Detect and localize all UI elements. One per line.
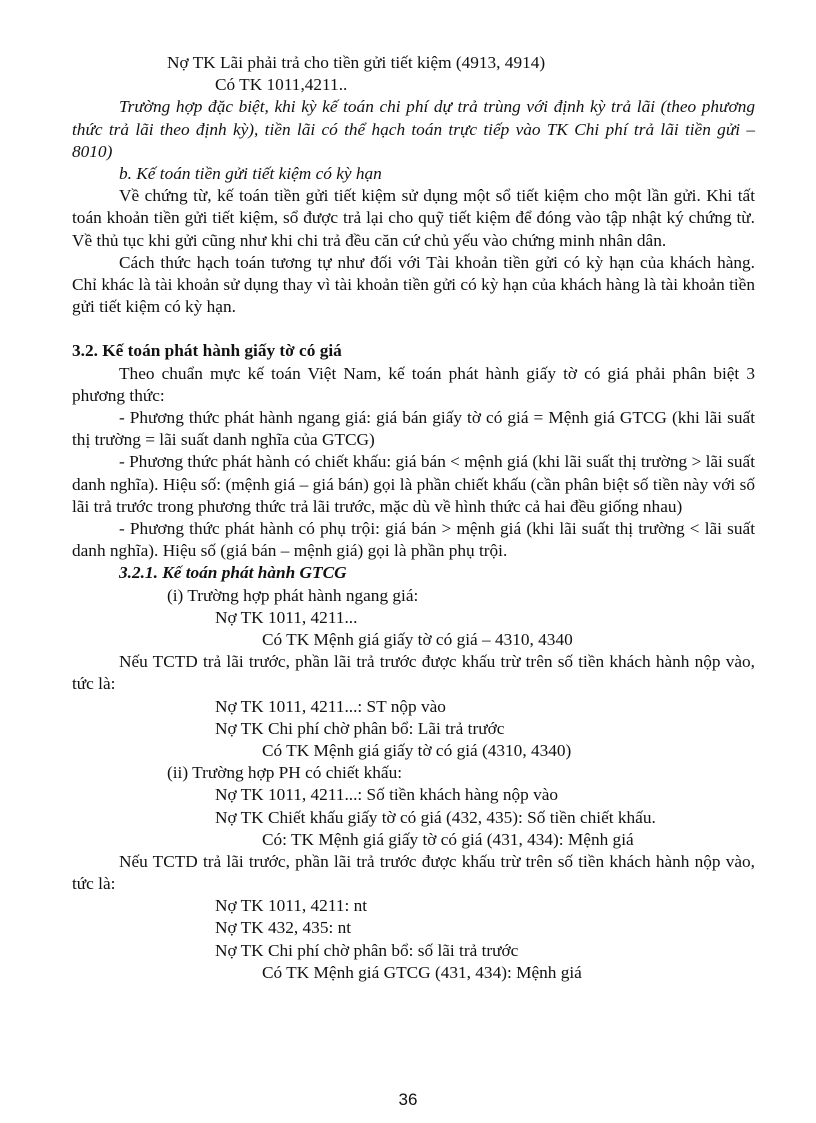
list-item: - Phương thức phát hành có phụ trội: giá bán > mệnh giá (khi lãi suất thị trường < lãi suất danh nghĩa). Hiệu số (giá bán – mệnh giá) gọi là phần phụ trội. bbox=[72, 519, 755, 561]
journal-debit-line: Nợ TK 1011, 4211... bbox=[215, 607, 358, 627]
document-page bbox=[72, 52, 755, 984]
journal-debit-line: Nợ TK Lãi phải trả cho tiền gửi tiết kiệm (4913, 4914) bbox=[167, 53, 546, 72]
special-case-note: Trường hợp đặc biệt, khi kỳ kế toán chi phí dự trả trùng với định kỳ trả lãi (theo phương thức trả lãi theo định kỳ), tiền lãi có thể hạch toán trực tiếp vào TK Chi phí trả lãi tiền gửi – 8010) bbox=[72, 97, 755, 161]
paragraph: Nếu TCTD trả lãi trước, phần lãi trả trước được khấu trừ trên số tiền khách hành nộp vào, tức là: bbox=[72, 851, 755, 894]
journal-credit-line: Có TK Mệnh giá giấy tờ có giá – 4310, 4340 bbox=[262, 629, 573, 649]
paragraph: Cách thức hạch toán tương tự như đối với Tài khoản tiền gửi có kỳ hạn của khách hàng. Chỉ khác là tài khoản sử dụng thay vì tài khoản tiền gửi có kỳ hạn của khách hàng là tài khoản tiền gửi tiết kiệm có kỳ hạn. bbox=[72, 252, 755, 317]
journal-credit-line: Có TK Mệnh giá GTCG (431, 434): Mệnh giá bbox=[262, 962, 582, 982]
subsection-heading: 3.2.1. Kế toán phát hành GTCG bbox=[119, 563, 347, 583]
case-heading: (ii) Trường hợp PH có chiết khấu: bbox=[167, 763, 403, 783]
journal-debit-line: Nợ TK 432, 435: nt bbox=[215, 918, 352, 938]
journal-credit-line: Có TK Mệnh giá giấy tờ có giá (4310, 4340) bbox=[262, 740, 572, 760]
list-item: - Phương thức phát hành ngang giá: giá bán giấy tờ có giá = Mệnh giá GTCG (khi lãi suất thị trường = lãi suất danh nghĩa của GTCG) bbox=[72, 407, 755, 450]
page-number: 36 bbox=[398, 1090, 418, 1109]
journal-credit-line: Có TK 1011,4211.. bbox=[215, 75, 348, 95]
list-item: - Phương thức phát hành có chiết khấu: giá bán < mệnh giá (khi lãi suất thị trường > lãi suất danh nghĩa). Hiệu số: (mệnh giá – giá bán) gọi là phần chiết khấu (cần phân biệt số tiền này với số lãi trả trước trong phương thức trả lãi trước, mặc dù về hình thức cả hai đều giống nhau) bbox=[72, 452, 756, 516]
subsection-heading: b. Kế toán tiền gửi tiết kiệm có kỳ hạn bbox=[119, 163, 382, 183]
journal-debit-line: Nợ TK 1011, 4211...: Số tiền khách hàng nộp vào bbox=[215, 785, 559, 805]
journal-debit-line: Nợ TK Chi phí chờ phân bổ: Lãi trả trước bbox=[215, 718, 505, 738]
section-heading: 3.2. Kế toán phát hành giấy tờ có giá bbox=[72, 341, 342, 361]
paragraph: Nếu TCTD trả lãi trước, phần lãi trả trước được khấu trừ trên số tiền khách hành nộp vào, tức là: bbox=[72, 652, 755, 694]
spacer bbox=[72, 318, 755, 340]
paragraph: Theo chuẩn mực kế toán Việt Nam, kế toán phát hành giấy tờ có giá phải phân biệt 3 phương thức: bbox=[72, 363, 755, 405]
journal-debit-line: Nợ TK 1011, 4211: nt bbox=[215, 896, 368, 916]
case-heading: (i) Trường hợp phát hành ngang giá: bbox=[167, 585, 419, 605]
journal-credit-line: Có: TK Mệnh giá giấy tờ có giá (431, 434): Mệnh giá bbox=[262, 829, 634, 849]
journal-debit-line: Nợ TK Chi phí chờ phân bổ: số lãi trả trước bbox=[215, 940, 519, 960]
paragraph: Về chứng từ, kế toán tiền gửi tiết kiệm sử dụng một sổ tiết kiệm cho một lần gửi. Khi tất toán khoản tiền gửi tiết kiệm, sổ được trả lại cho quỹ tiết kiệm để đóng vào tập nhật ký chứng từ. Về thủ tục khi gửi cũng như khi chi trả đều căn cứ chủ yếu vào chứng minh nhân dân. bbox=[72, 186, 755, 250]
journal-debit-line: Nợ TK 1011, 4211...: ST nộp vào bbox=[215, 696, 446, 716]
journal-debit-line: Nợ TK Chiết khấu giấy tờ có giá (432, 435): Số tiền chiết khấu. bbox=[215, 807, 656, 827]
